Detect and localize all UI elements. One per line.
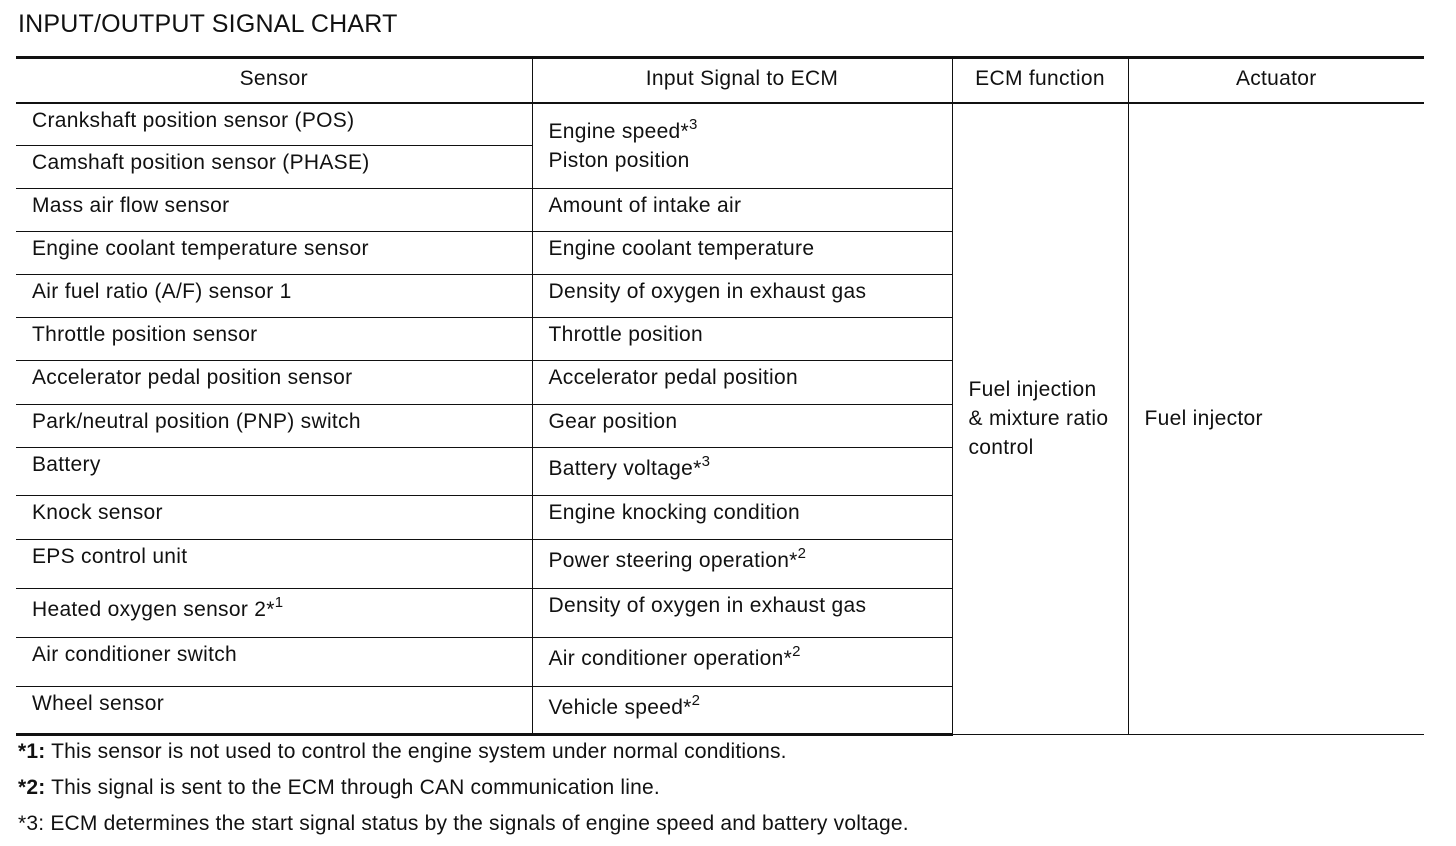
header-ecm-function: ECM function xyxy=(952,58,1128,103)
footnote: *3: ECM determines the start signal status by the signals of engine speed and battery voltage. xyxy=(18,812,909,835)
sensor-cell: Camshaft position sensor (PHASE) xyxy=(16,146,532,189)
sensor-cell: Battery xyxy=(16,448,532,496)
input-cell: Power steering operation*$^2$ xyxy=(532,540,952,589)
input-cell: Density of oxygen in exhaust gas xyxy=(532,589,952,638)
header-actuator: Actuator xyxy=(1128,58,1424,103)
sensor-cell: Throttle position sensor xyxy=(16,318,532,361)
signal-table xyxy=(16,56,1424,736)
sensor-cell: Crankshaft position sensor (POS) xyxy=(16,103,532,146)
header-sensor: Sensor xyxy=(16,58,532,103)
sensor-cell: Knock sensor xyxy=(16,496,532,540)
input-line: Piston position xyxy=(548,148,690,172)
sensor-cell: Mass air flow sensor xyxy=(16,189,532,232)
actuator-cell: Fuel injector xyxy=(1128,103,1424,735)
footnotes xyxy=(18,738,909,846)
input-cell: Accelerator pedal position xyxy=(532,361,952,405)
input-cell-engine-speed: Engine speed*$^3$ Piston position xyxy=(532,103,952,189)
sensor-cell: Air conditioner switch xyxy=(16,638,532,687)
footnote: *2: This signal is sent to the ECM through CAN communication line. xyxy=(18,776,660,799)
input-cell: Air conditioner operation*$^2$ xyxy=(532,638,952,687)
sensor-cell: Park/neutral position (PNP) switch xyxy=(16,405,532,448)
ecm-function-cell: Fuel injection & mixture ratio control xyxy=(952,103,1128,735)
input-cell: Amount of intake air xyxy=(532,189,952,232)
header-row xyxy=(16,58,1424,103)
input-cell: Engine coolant temperature xyxy=(532,232,952,275)
input-cell: Vehicle speed*$^2$ xyxy=(532,687,952,735)
input-cell: Density of oxygen in exhaust gas xyxy=(532,275,952,318)
sensor-cell: Engine coolant temperature sensor xyxy=(16,232,532,275)
table-row xyxy=(16,103,1424,146)
sensor-cell: Wheel sensor xyxy=(16,687,532,735)
sensor-cell: Heated oxygen sensor 2*$^1$ xyxy=(16,589,532,638)
header-input-signal: Input Signal to ECM xyxy=(532,58,952,103)
chart-title: INPUT/OUTPUT SIGNAL CHART xyxy=(18,10,398,38)
sensor-cell: Air fuel ratio (A/F) sensor 1 xyxy=(16,275,532,318)
sensor-cell: EPS control unit xyxy=(16,540,532,589)
input-cell: Throttle position xyxy=(532,318,952,361)
input-cell: Battery voltage*$^3$ xyxy=(532,448,952,496)
footnote: *1: This sensor is not used to control the engine system under normal conditions. xyxy=(18,740,787,763)
input-cell: Gear position xyxy=(532,405,952,448)
input-line: Engine speed* xyxy=(548,119,690,143)
input-cell: Engine knocking condition xyxy=(532,496,952,540)
sensor-cell: Accelerator pedal position sensor xyxy=(16,361,532,405)
